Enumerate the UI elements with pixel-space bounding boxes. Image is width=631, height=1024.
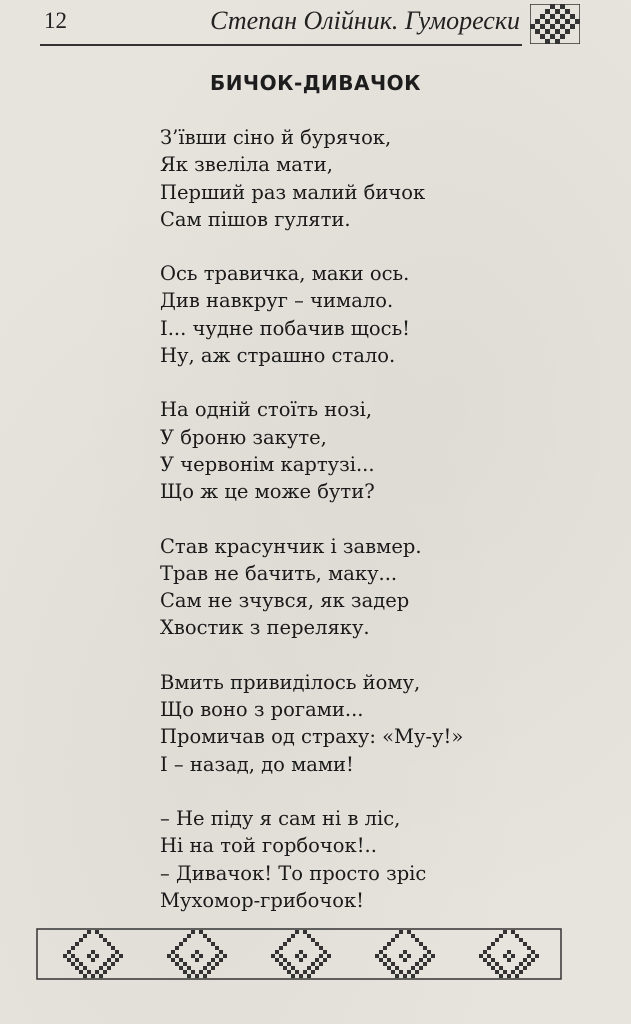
footer-ornament-icon xyxy=(36,928,562,980)
header-rule xyxy=(40,44,522,46)
poem-line: Сам пішов гуляти. xyxy=(160,207,351,231)
header-ornament-icon xyxy=(530,4,580,44)
stanza xyxy=(160,124,600,233)
poem-line: – Не піду я сам ні в ліс, xyxy=(160,806,401,830)
poem-title: БИЧОК-ДИВАЧОК xyxy=(209,71,422,95)
poem-line: Сам не зчувся, як задер xyxy=(160,589,410,613)
poem-line: І – назад, до мами! xyxy=(160,752,354,776)
stanza xyxy=(160,669,600,778)
poem-line: Хвостик з переляку. xyxy=(160,616,370,640)
poem-line: Що воно з рогами... xyxy=(160,698,364,722)
poem-line: Див навкруг – чимало. xyxy=(160,289,394,313)
poem-line: І... чудне побачив щось! xyxy=(160,316,411,340)
stanza xyxy=(160,260,600,369)
stanza xyxy=(160,533,600,642)
running-title: Степан Олійник. Гуморески xyxy=(210,6,520,35)
poem-line: Став красунчик і завмер. xyxy=(160,534,422,558)
poem-line: – Дивачок! То просто зріс xyxy=(160,861,427,885)
poem-line: Ну, аж страшно стало. xyxy=(160,344,396,368)
stanza xyxy=(160,805,600,914)
poem-line: Вмить привиділось йому, xyxy=(160,670,421,694)
page-header xyxy=(40,4,580,44)
poem-line: З’ївши сіно й бурячок, xyxy=(160,126,392,149)
poem-line: Мухомор-грибочок! xyxy=(160,888,364,912)
stanza xyxy=(160,396,600,505)
poem-line: Ось травичка, маки ось. xyxy=(160,262,410,286)
poem-line: Ні на той горбочок!.. xyxy=(160,834,377,858)
poem-line: Трав не бачить, маку... xyxy=(160,561,398,585)
poem-line: На одній стоїть нозі, xyxy=(160,398,373,422)
poem-body xyxy=(160,124,600,941)
poem-line: Що ж це може бути? xyxy=(160,480,375,504)
poem-line: У броню закуте, xyxy=(160,425,327,449)
poem-line: Перший раз малий бичок xyxy=(160,180,426,204)
poem-line: У червонім картузі... xyxy=(160,452,375,476)
poem-line: Промичав од страху: «Му-у!» xyxy=(160,725,464,749)
page-number: 12 xyxy=(44,8,67,33)
poem-line: Як звеліла мати, xyxy=(160,153,333,177)
